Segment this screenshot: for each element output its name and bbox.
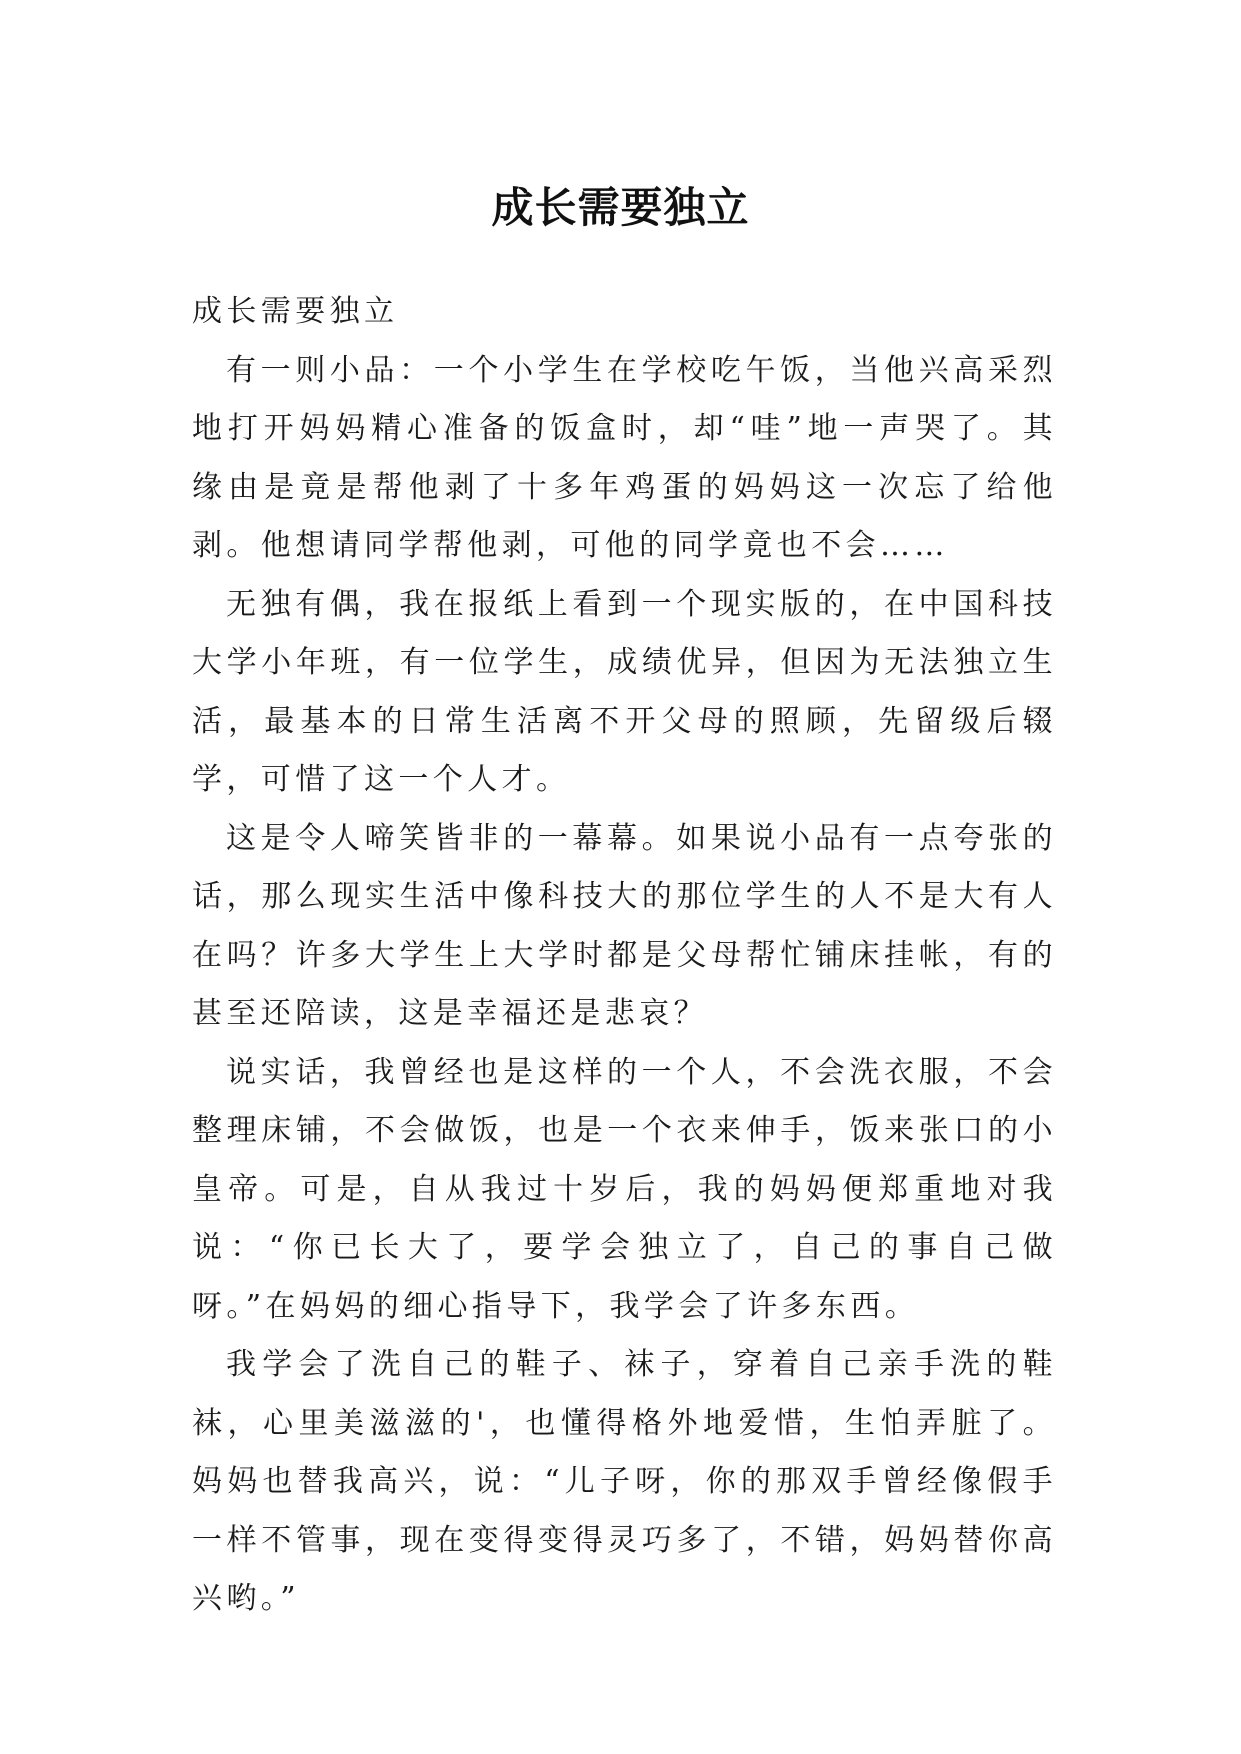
paragraph: 说实话，我曾经也是这样的一个人，不会洗衣服，不会整理床铺，不会做饭，也是一个衣来伸手，饭来张口的小皇帝。可是，自从我过十岁后，我的妈妈便郑重地对我说：“你已长大了，要学会独立了，自己的事自己做呀。”在妈妈的细心指导下，我学会了许多东西。 bbox=[192, 1054, 1057, 1324]
document-subtitle: 成长需要独立 bbox=[192, 294, 399, 329]
paragraph: 这是令人啼笑皆非的一幕幕。如果说小品有一点夸张的话，那么现实生活中像科技大的那位学生的人不是大有人在吗？许多大学生上大学时都是父母帮忙铺床挂帐，有的甚至还陪读，这是幸福还是悲哀？ bbox=[192, 820, 1057, 1031]
document-title: 成长需要独立 bbox=[491, 183, 750, 233]
paragraph: 无独有偶，我在报纸上看到一个现实版的，在中国科技大学小年班，有一位学生，成绩优异，但因为无法独立生活，最基本的日常生活离不开父母的照顾，先留级后辍学，可惜了这一个人才。 bbox=[192, 586, 1057, 797]
document-body bbox=[192, 283, 1057, 1629]
paragraph: 有一则小品：一个小学生在学校吃午饭，当他兴高采烈地打开妈妈精心准备的饭盒时，却“哇”地一声哭了。其缘由是竟是帮他剥了十多年鸡蛋的妈妈这一次忘了给他剥。他想请同学帮他剥，可他的同学竟也不会…… bbox=[192, 352, 1057, 563]
paragraph: 我学会了洗自己的鞋子、袜子，穿着自己亲手洗的鞋袜，心里美滋滋的'，也懂得格外地爱惜，生怕弄脏了。妈妈也替我高兴，说：“儿子呀，你的那双手曾经像假手一样不管事，现在变得变得灵巧多了，不错，妈妈替你高兴哟。” bbox=[192, 1347, 1057, 1616]
